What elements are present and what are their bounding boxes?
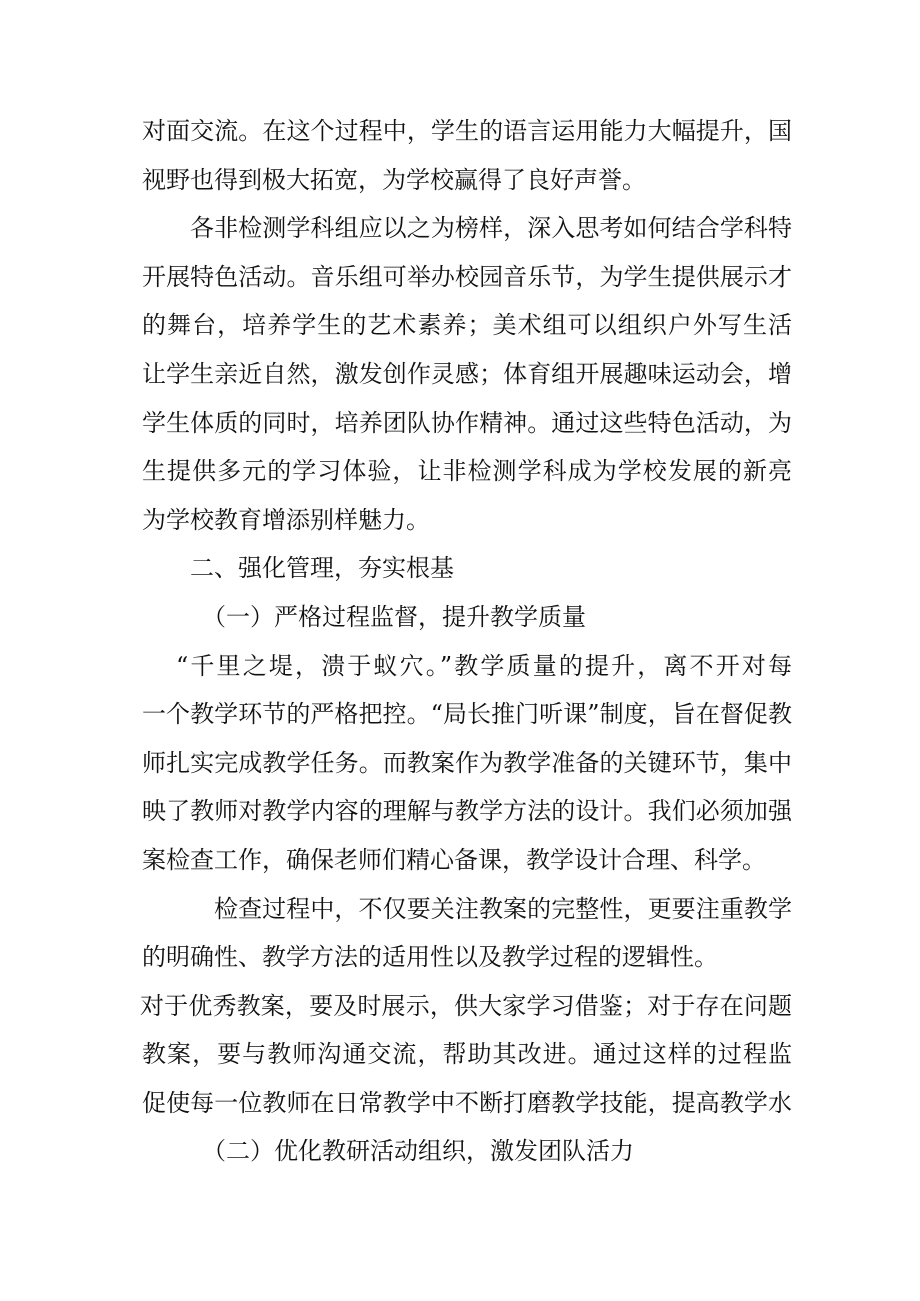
text-line: 映了教师对教学内容的理解与教学方法的设计。我们必须加强 bbox=[142, 797, 792, 826]
text-line: 教案，要与教师沟通交流，帮助其改进。通过这样的过程监 bbox=[142, 1040, 792, 1069]
text-line: 一个教学环节的严格把控。“局长推门听课”制度，旨在督促教 bbox=[142, 700, 792, 729]
document-body bbox=[142, 107, 792, 1176]
text-line: 生提供多元的学习体验，让非检测学科成为学校发展的新亮 bbox=[142, 457, 792, 486]
text-line: 检查过程中，不仅要关注教案的完整性，更要注重教学 bbox=[214, 894, 792, 923]
text-line: 让学生亲近自然，激发创作灵感；体育组开展趣味运动会，增 bbox=[142, 359, 792, 388]
text-line: “千里之堤，溃于蚁穴。”教学质量的提升，离不开对每 bbox=[176, 651, 792, 680]
text-line: 二、强化管理，夯实根基 bbox=[190, 554, 454, 583]
text-line: 各非检测学科组应以之为榜样，深入思考如何结合学科特 bbox=[190, 214, 792, 243]
text-line: 案检查工作，确保老师们精心备课，教学设计合理、科学。 bbox=[142, 845, 766, 874]
text-line: 学生体质的同时，培养团队协作精神。通过这些特色活动，为 bbox=[142, 408, 792, 437]
text-line: （一）严格过程监督，提升教学质量 bbox=[202, 602, 586, 631]
text-line: 的舞台，培养学生的艺术素养；美术组可以组织户外写生活 bbox=[142, 311, 792, 340]
text-line: （二）优化教研活动组织，激发团队活力 bbox=[202, 1137, 634, 1166]
text-line: 的明确性、教学方法的适用性以及教学过程的逻辑性。 bbox=[142, 943, 718, 972]
text-line: 开展特色活动。音乐组可举办校园音乐节，为学生提供展示才 bbox=[142, 262, 792, 291]
text-line: 视野也得到极大拓宽，为学校赢得了良好声誉。 bbox=[142, 165, 646, 194]
text-line: 对于优秀教案，要及时展示，供大家学习借鉴；对于存在问题 bbox=[140, 991, 792, 1020]
text-line: 促使每一位教师在日常教学中不断打磨教学技能，提高教学水 bbox=[142, 1088, 792, 1117]
text-line: 师扎实完成教学任务。而教案作为教学准备的关键环节，集中 bbox=[142, 748, 792, 777]
text-line: 对面交流。在这个过程中，学生的语言运用能力大幅提升，国 bbox=[142, 117, 792, 145]
text-line: 为学校教育增添别样魅力。 bbox=[142, 505, 430, 534]
